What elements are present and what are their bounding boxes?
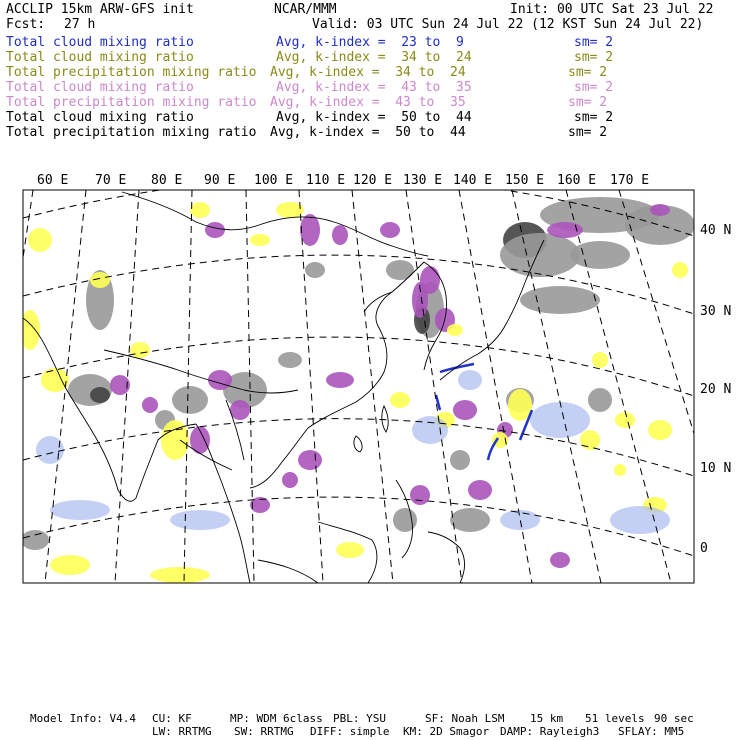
legend-field-name: Total precipitation mixing ratio <box>6 65 257 80</box>
legend-smoothing: sm= 2 <box>568 65 608 80</box>
yellow-cloud-region <box>648 420 672 440</box>
purple-cloud-region <box>142 397 158 413</box>
yellow-cloud-region <box>580 430 600 450</box>
lon-label: 130 E <box>403 173 443 188</box>
purple-cloud-region <box>468 480 492 500</box>
purple-cloud-region <box>453 400 477 420</box>
yellow-cloud-region <box>615 412 635 428</box>
gray-cloud-region <box>588 388 612 412</box>
yellow-cloud-region <box>130 342 150 358</box>
lat-label: 40 N <box>700 223 732 238</box>
lon-label: 150 E <box>505 173 545 188</box>
legend-field-name: Total cloud mixing ratio <box>6 35 194 50</box>
purple-cloud-region <box>410 485 430 505</box>
yellow-cloud-region <box>190 202 210 218</box>
lightblue-cloud-region <box>530 402 590 438</box>
yellow-cloud-region <box>250 234 270 246</box>
gray-cloud-region <box>393 508 417 532</box>
model-version: Model Info: V4.4 <box>30 712 136 725</box>
grid-resolution: 15 km <box>530 712 564 725</box>
legend-smoothing: sm= 2 <box>574 110 614 125</box>
init-time: Init: 00 UTC Sat 23 Jul 22 <box>510 2 714 17</box>
lon-label: 110 E <box>306 173 346 188</box>
lon-label: 120 E <box>353 173 393 188</box>
latitude-labels <box>700 223 731 556</box>
legend-field-name: Total cloud mixing ratio <box>6 80 194 95</box>
pbl-scheme: PBL: YSU <box>333 712 386 725</box>
org-label: NCAR/MMM <box>274 2 337 17</box>
microphysics-scheme: MP: WDM 6class <box>230 712 323 725</box>
lon-label: 140 E <box>453 173 493 188</box>
purple-cloud-region <box>300 214 320 246</box>
purple-cloud-region <box>380 222 400 238</box>
legend-avg-range: Avg, k-index = 34 to 24 <box>276 50 472 65</box>
lon-label: 100 E <box>254 173 294 188</box>
lightblue-cloud-region <box>50 500 110 520</box>
gray-cloud-region <box>570 241 630 269</box>
purple-cloud-region <box>205 222 225 238</box>
gray-cloud-region <box>450 508 490 532</box>
yellow-cloud-region <box>28 228 52 252</box>
gray-cloud-region <box>500 233 580 277</box>
surface-layer-scheme: SFLAY: MM5 <box>618 725 685 738</box>
yellow-cloud-region <box>41 368 69 392</box>
longwave-scheme: LW: RRTMG <box>152 725 212 738</box>
cumulus-scheme: CU: KF <box>152 712 192 725</box>
legend-avg-range: Avg, k-index = 23 to 9 <box>276 35 464 50</box>
lightblue-cloud-region <box>500 510 540 530</box>
surface-scheme: SF: Noah LSM <box>425 712 505 725</box>
yellow-cloud-region <box>614 464 626 476</box>
purple-cloud-region <box>550 552 570 568</box>
legend-smoothing: sm= 2 <box>574 35 614 50</box>
lightblue-cloud-region <box>412 416 448 444</box>
legend-avg-range: Avg, k-index = 43 to 35 <box>276 80 472 95</box>
legend-avg-range: Avg, k-index = 50 to 44 <box>276 110 472 125</box>
purple-cloud-region <box>298 450 322 470</box>
dark-cloud-region <box>90 387 110 403</box>
longitude-labels <box>37 173 649 188</box>
legend-smoothing: sm= 2 <box>568 95 608 110</box>
lat-label: 10 N <box>700 461 732 476</box>
yellow-cloud-region <box>592 352 608 368</box>
legend-avg-range: Avg, k-index = 43 to 35 <box>270 95 466 110</box>
lon-label: 70 E <box>95 173 127 188</box>
purple-cloud-region <box>326 372 354 388</box>
map-content <box>0 177 740 583</box>
shortwave-scheme: SW: RRTMG <box>234 725 294 738</box>
yellow-cloud-region <box>150 567 210 583</box>
legend-smoothing: sm= 2 <box>568 125 608 140</box>
legend-avg-range: Avg, k-index = 50 to 44 <box>270 125 466 140</box>
lat-label: 0 <box>700 541 708 556</box>
eddy-coefficient: KM: 2D Smagor <box>403 725 490 738</box>
lightblue-cloud-region <box>36 436 64 464</box>
vertical-levels: 51 levels <box>585 712 645 725</box>
forecast-label: Fcst: <box>6 17 46 32</box>
lightblue-cloud-region <box>458 370 482 390</box>
model-title: ACCLIP 15km ARW-GFS init <box>6 2 194 17</box>
lon-label: 90 E <box>204 173 236 188</box>
yellow-cloud-region <box>390 392 410 408</box>
diffusion-scheme: DIFF: simple <box>310 725 390 738</box>
gray-cloud-region <box>278 352 302 368</box>
gray-cloud-region <box>305 262 325 278</box>
legend-field-name: Total cloud mixing ratio <box>6 50 194 65</box>
valid-time: Valid: 03 UTC Sun 24 Jul 22 (12 KST Sun 24 Jul 22) <box>312 17 704 32</box>
legend-field-name: Total cloud mixing ratio <box>6 110 194 125</box>
purple-cloud-region <box>332 225 348 245</box>
lon-label: 170 E <box>610 173 650 188</box>
lat-label: 30 N <box>700 304 732 319</box>
lon-label: 60 E <box>37 173 69 188</box>
gray-cloud-region <box>520 286 600 314</box>
legend-field-name: Total precipitation mixing ratio <box>6 95 257 110</box>
gray-cloud-region <box>21 530 49 550</box>
legend-smoothing: sm= 2 <box>574 50 614 65</box>
lightblue-cloud-region <box>610 506 670 534</box>
yellow-cloud-region <box>336 542 364 558</box>
purple-cloud-region <box>230 400 250 420</box>
yellow-cloud-region <box>50 555 90 575</box>
purple-cloud-region <box>208 370 232 390</box>
purple-cloud-region <box>650 204 670 216</box>
gray-cloud-region <box>450 450 470 470</box>
gray-cloud-region <box>172 386 208 414</box>
yellow-cloud-region <box>90 272 110 288</box>
lat-label: 20 N <box>700 382 732 397</box>
legend-avg-range: Avg, k-index = 34 to 24 <box>270 65 466 80</box>
lon-label: 80 E <box>151 173 183 188</box>
damping-option: DAMP: Rayleigh3 <box>500 725 600 738</box>
purple-cloud-region <box>282 472 298 488</box>
legend-field-name: Total precipitation mixing ratio <box>6 125 257 140</box>
lightblue-cloud-region <box>170 510 230 530</box>
forecast-hours: 27 h <box>64 17 96 32</box>
legend-smoothing: sm= 2 <box>574 80 614 95</box>
gray-cloud-region <box>386 260 414 280</box>
lon-label: 160 E <box>557 173 597 188</box>
purple-cloud-region <box>547 222 583 238</box>
yellow-cloud-region <box>447 324 463 336</box>
time-step: 90 sec <box>654 712 694 725</box>
yellow-cloud-region <box>672 262 688 278</box>
